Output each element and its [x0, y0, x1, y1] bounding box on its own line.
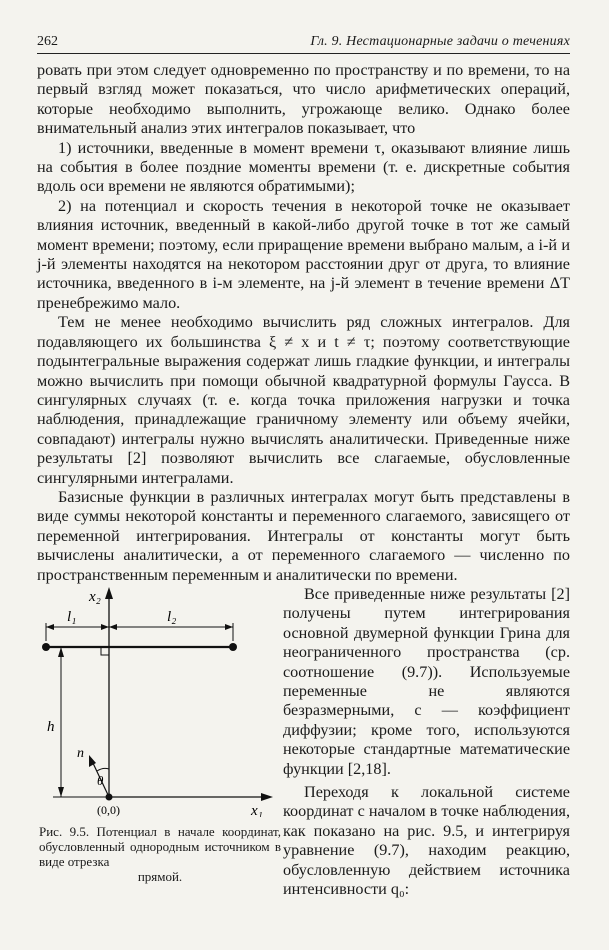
theta-arc [97, 768, 109, 771]
h-label: h [47, 718, 55, 735]
figure-caption [37, 824, 283, 884]
normal-arrowhead [89, 755, 96, 767]
main-text [37, 61, 570, 899]
l2-arrow-right [225, 624, 233, 630]
h-arrow-top [58, 647, 64, 657]
caption-last: прямой. [137, 869, 183, 885]
figure-side-text [283, 585, 570, 900]
chapter-title: Гл. 9. Нестационарные задачи о течениях [310, 34, 570, 49]
paragraph-6: Все приведенные ниже результаты [2] получены путем интегрирования основной двумерной функции Грина для неограниченного пространства (ср. соотношение (9.7)). Используемые переменные не являются безразмерными, c — коэффициент диффузии; кроме того, используются некоторые стандартные математические функции [2,18]. [283, 584, 570, 778]
origin-label: (0,0) [97, 802, 120, 817]
caption-main: Рис. 9.5. Потенциал в начале координат, обусловленный однородным источником в виде отрезка [39, 824, 281, 870]
l1-label: l₁ [67, 608, 77, 625]
segment-right-end [229, 643, 237, 651]
n-label: n [77, 745, 84, 761]
x2-label: x₂ [89, 588, 101, 605]
x2-arrowhead [105, 587, 113, 599]
l2-label: l₂ [167, 608, 177, 625]
paragraph-1: ровать при этом следует одновременно по пространству и по времени, то на первый взгляд может показаться, что число арифметических операций, которые необходимо выполнить, угрожающе велико. Однако более внимательный анализ этих интегралов показывает, что [37, 61, 570, 138]
paragraph-4: Тем не менее необходимо вычислить ряд сложных интегралов. Для подавляющего их большинства ξ ≠ x и t ≠ τ; поэтому соответствующие подынтегральные выражения содержат лишь гладкие функции, и интегралы можно вычислить при помощи обычной квадратурной формулы Гаусса. В сингулярных случаях (т. е. когда точка приложения нагрузки и точка наблюдения, принадлежащие граничному элементу или объему ячейки, совпадают) интегралы нужно вычислять аналитически. Приведенные ниже результаты [2] позволяют вычислить все слагаемые, обусловленные сингулярными интегралами. [37, 313, 570, 487]
h-arrow-bottom [58, 787, 64, 797]
paragraph-7: Переходя к локальной системе координат с началом в точке наблюдения, как показано на рис. 9.5, и интегрируя уравнение (9.7), находим реакцию, обусловленную действием источника интенсивности q₀: [283, 783, 570, 899]
l1-arrow-right [101, 624, 109, 630]
x1-arrowhead [261, 793, 273, 801]
page-number: 262 [37, 34, 58, 49]
l1-arrow-left [46, 624, 54, 630]
paragraph-5: Базисные функции в различных интегралах могут быть представлены в виде суммы некоторой константы и переменного слагаемого, зависящего от переменной интегрирования. Интегралы от константы могут быть вычислены аналитически, а от переменного слагаемого — численно по пространственным переменным и аналитически по времени. [37, 487, 570, 584]
figure-row [37, 585, 570, 900]
l2-arrow-left [109, 624, 117, 630]
segment-left-end [42, 643, 50, 651]
page-header [37, 34, 570, 54]
x1-label: x₁ [251, 802, 263, 817]
theta-label: θ [97, 772, 104, 788]
figure-diagram [37, 585, 283, 817]
paragraph-3: 2) на потенциал и скорость течения в некоторой точке не оказывает влияния источник, введенный в какой-либо другой точке в тот же самый момент времени; поэтому, если приращение времени выбрано малым, а i-й и j-й элементы находятся на некотором расстоянии друг от друга, то влияние источника, введенного в i-м элементе, на j-й элемент в течение времени ΔT пренебрежимо мало. [37, 196, 570, 312]
origin-point [106, 793, 113, 800]
page [37, 34, 570, 899]
right-angle-mark [101, 647, 109, 655]
paragraph-2: 1) источники, введенные в момент времени τ, оказывают влияние лишь на события в более поздние моменты времени (т. е. дискретные события вдоль оси времени не являются обратимыми); [37, 138, 570, 196]
figure-9-5 [37, 585, 283, 900]
